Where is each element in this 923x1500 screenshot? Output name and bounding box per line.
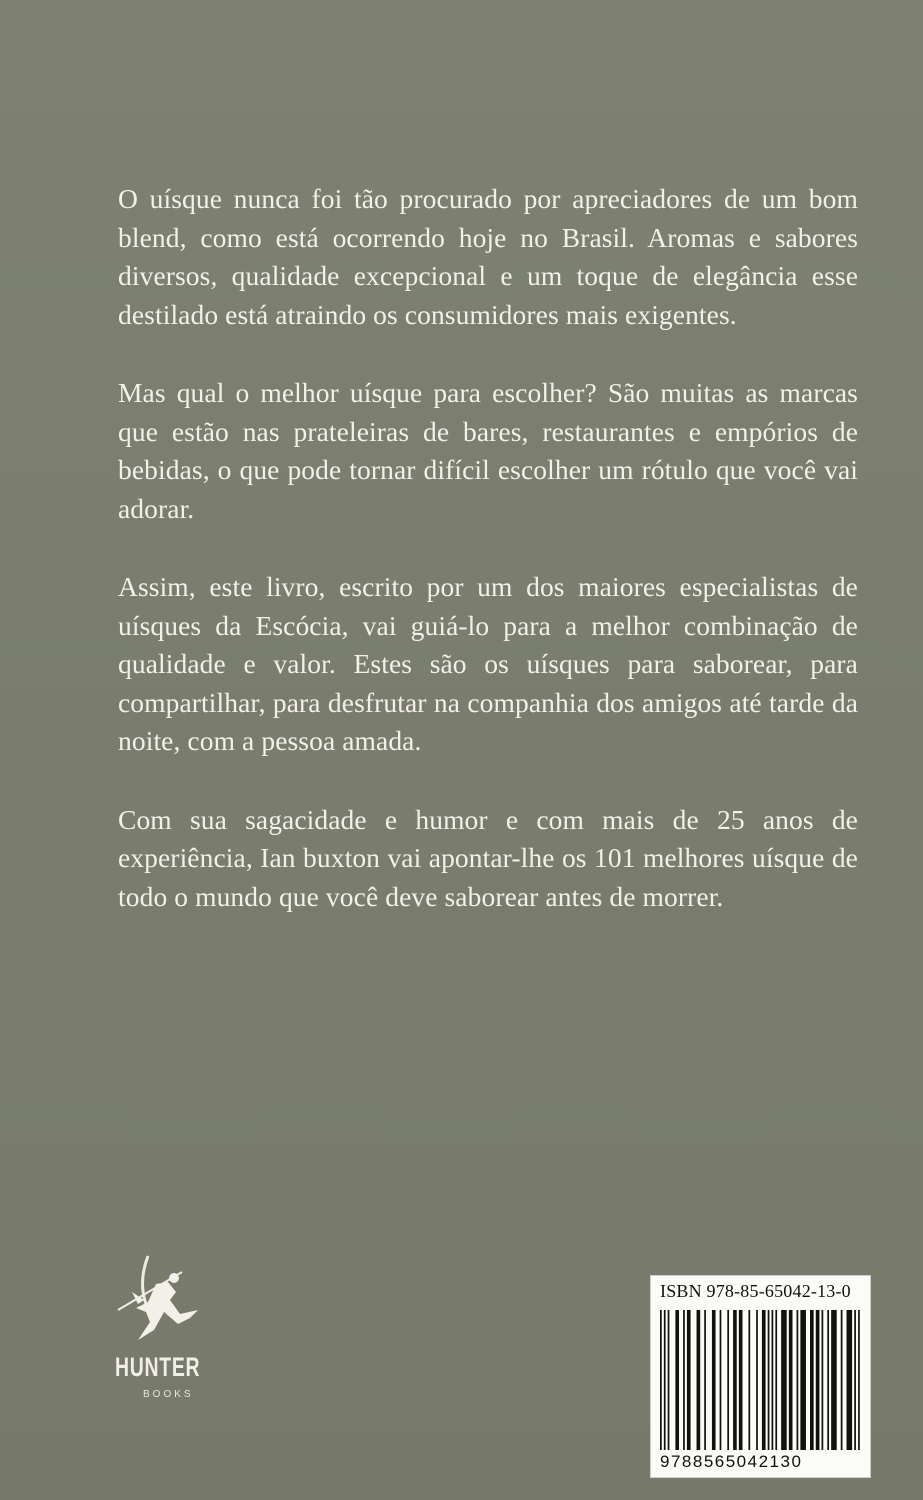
barcode-bar — [697, 1310, 701, 1450]
barcode-bar — [772, 1310, 774, 1450]
publisher-logo-subtitle: BOOKS — [143, 1389, 194, 1400]
blurb-paragraph-1: O uísque nunca foi tão procurado por apreciadores de um bom blend, como está ocorrendo hoje no Brasil. Aromas e sabores diversos, qualidade excepcional e um toque de elegância esse destilado está atraindo os consumidores mais exigentes. — [118, 183, 858, 330]
barcode-bar — [841, 1310, 843, 1450]
barcode-bar — [781, 1310, 787, 1450]
barcode-bar — [687, 1310, 691, 1450]
barcode-bar — [858, 1310, 860, 1450]
barcode-bar — [704, 1310, 706, 1450]
barcode-bar — [675, 1310, 679, 1450]
barcode-bar — [683, 1310, 685, 1450]
barcode-bar — [822, 1310, 824, 1450]
isbn-label: ISBN 978-85-65042-13-0 — [660, 1281, 851, 1301]
isbn-barcode — [651, 1276, 870, 1477]
barcode-bar — [847, 1310, 853, 1450]
barcode-bar — [797, 1310, 799, 1450]
barcode-bar — [748, 1310, 750, 1450]
barcode-digits: 9788565042130 — [660, 1452, 803, 1471]
barcode-bar — [712, 1310, 716, 1450]
barcode-bar — [816, 1310, 820, 1450]
barcode-bar — [762, 1310, 766, 1450]
barcode-bar — [668, 1310, 670, 1450]
barcode-bar — [854, 1310, 856, 1450]
blurb-paragraph-2: Mas qual o melhor uísque para escolher? São muitas as marcas que estão nas prateleiras de bares, restaurantes e empórios de bebidas, o que pode tornar difícil escolher um rótulo que você vai adorar. — [118, 377, 858, 524]
barcode-bar — [800, 1310, 806, 1450]
barcode-bar — [660, 1310, 662, 1450]
barcode-bar — [789, 1310, 793, 1450]
hunter-archer-icon — [98, 1252, 238, 1357]
barcode-bar — [739, 1310, 743, 1450]
barcode-bar — [768, 1310, 770, 1450]
back-cover-blurb — [118, 180, 858, 916]
barcode-bar — [733, 1310, 737, 1450]
barcode-bar — [810, 1310, 814, 1450]
barcode-bar — [720, 1310, 722, 1450]
publisher-logo-word: HUNTER — [115, 1352, 201, 1382]
barcode-bars — [660, 1310, 860, 1450]
barcode-bar — [664, 1310, 666, 1450]
blurb-paragraph-4: Com sua sagacidade e humor e com mais de 25 anos de experiência, Ian buxton vai apontar-lhe os 101 melhores uísque de todo o mundo que você deve saborear antes de morrer. — [118, 803, 858, 912]
barcode-bar — [831, 1310, 837, 1450]
blurb-paragraph-3: Assim, este livro, escrito por um dos maiores especialistas de uísques da Escócia, vai guiá-lo para a melhor combinação de qualidade e valor. Estes são os uísques para saborear, para compartilhar, para desfrutar na companhia dos amigos até tarde da noite, com a pessoa amada. — [118, 571, 858, 756]
barcode-bar — [827, 1310, 829, 1450]
barcode-bar — [756, 1310, 758, 1450]
barcode-bar — [775, 1310, 777, 1450]
barcode-bar — [727, 1310, 729, 1450]
publisher-logo — [98, 1252, 238, 1412]
